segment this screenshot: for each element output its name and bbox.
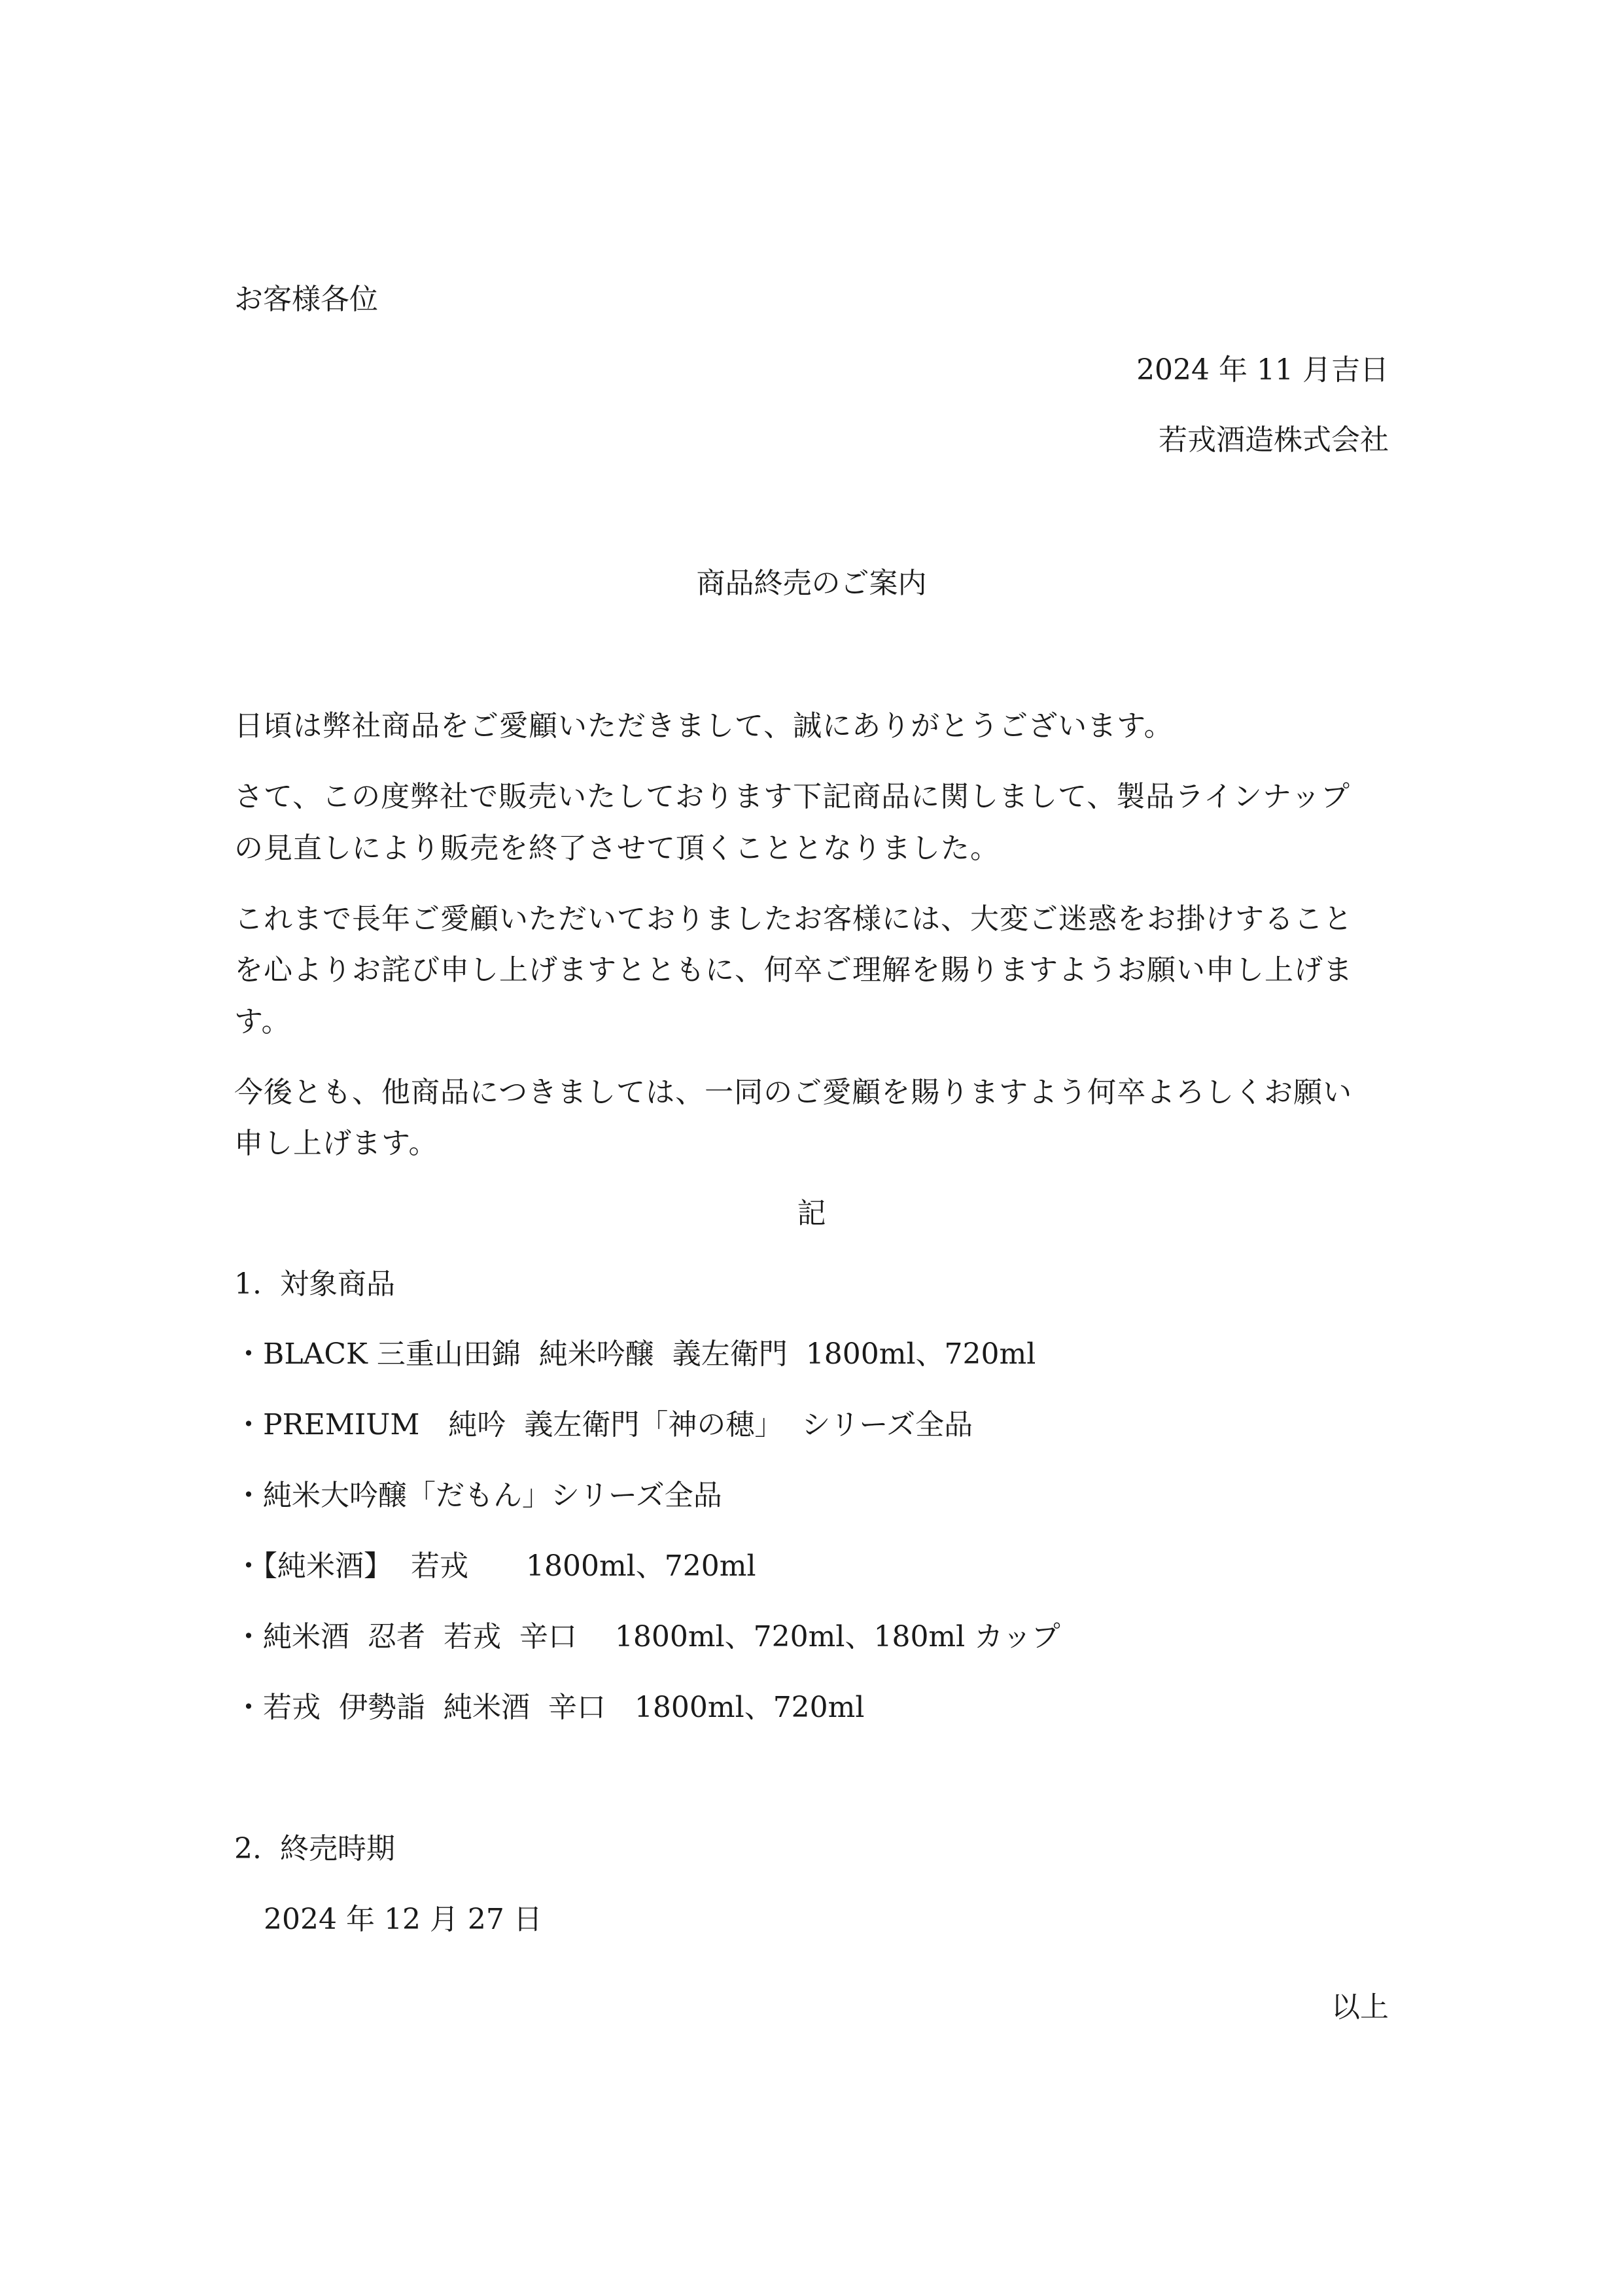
paragraph-line: す。 (234, 1005, 291, 1038)
product-item: ・純米大吟醸「だもん」シリーズ全品 (234, 1479, 722, 1512)
closing-word: 以上 (1331, 1990, 1389, 2024)
product-item: ・【純米酒】 若戎 1800ml、720ml (234, 1549, 756, 1583)
paragraph-line: を心よりお詫び申し上げますとともに、何卒ご理解を賜りますようお願い申し上げま (234, 953, 1353, 987)
paragraph-line: さて、この度弊社で販売いたしております下記商品に関しまして、製品ラインナップ (234, 780, 1351, 813)
company-name: 若戎酒造株式会社 (1159, 423, 1389, 457)
ki-heading: 記 (797, 1197, 826, 1230)
product-item: ・若戎 伊勢詣 純米酒 辛口 1800ml、720ml (234, 1691, 865, 1724)
paragraph-line: これまで長年ご愛顧いただいておりましたお客様には、大変ご迷惑をお掛けすること (234, 902, 1353, 936)
paragraph-line: 今後とも、他商品につきましては、一同のご愛顧を賜りますよう何卒よろしくお願い (234, 1076, 1353, 1109)
section-heading: 2. 終売時期 (234, 1832, 395, 1865)
recipient: お客様各位 (234, 283, 378, 316)
issue-date: 2024 年 11 月吉日 (1136, 353, 1389, 387)
product-item: ・純米酒 忍者 若戎 辛口 1800ml、720ml、180ml カップ (234, 1620, 1060, 1653)
paragraph-line: 日頃は弊社商品をご愛顧いただきまして、誠にありがとうございます。 (234, 709, 1174, 743)
document-title: 商品終売のご案内 (696, 567, 927, 600)
section-heading: 1. 対象商品 (234, 1267, 395, 1301)
end-of-sale-date: 2024 年 12 月 27 日 (264, 1903, 542, 1936)
product-item: ・BLACK 三重山田錦 純米吟醸 義左衛門 1800ml、720ml (234, 1337, 1036, 1371)
product-item: ・PREMIUM 純吟 義左衛門「神の穂」 シリーズ全品 (234, 1408, 973, 1441)
paragraph-line: 申し上げます。 (234, 1127, 438, 1160)
paragraph-line: の見直しにより販売を終了させて頂くこととなりました。 (234, 832, 1000, 865)
